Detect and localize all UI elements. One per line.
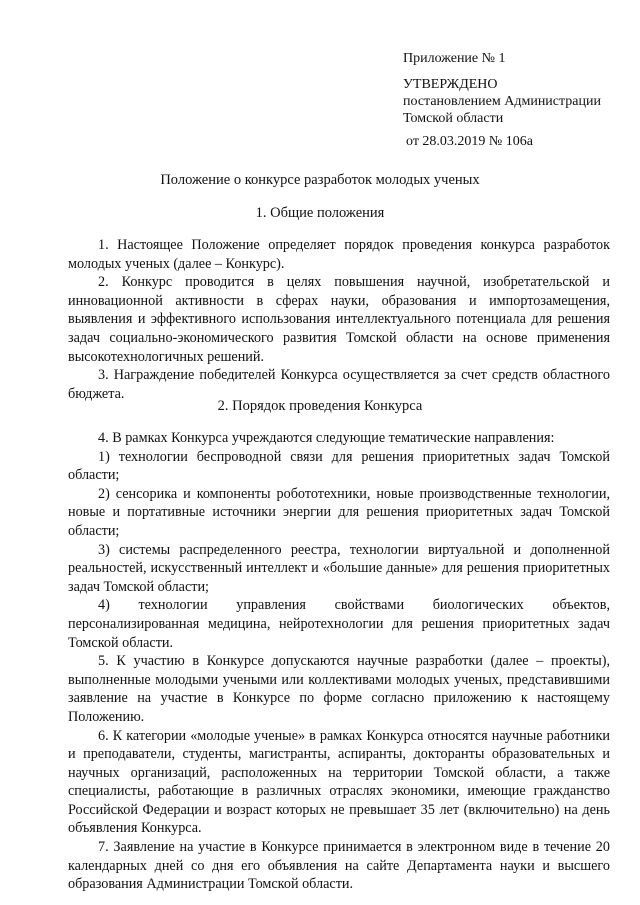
paragraph: 6. К категории «молодые ученые» в рамках Конкурса относятся научные работники и преподаватели, студенты, магистранты, аспиранты, докторанты образовательных и научных организаций, расположенных на территории Томской области, а также специалисты, работающие в различных отраслях экономики, имеющие гражданство Российской Федерации и возраст которых не превышает 35 лет (включительно) на день объявления Конкурса. xyxy=(68,727,610,837)
section-2-heading: 2. Порядок проведения Конкурса xyxy=(217,398,423,414)
paragraph: 1) технологии беспроводной связи для решения приоритетных задач Томской области; xyxy=(68,448,610,484)
resolution-date: от 28.03.2019 № 106а xyxy=(406,134,534,149)
paragraph: 2) сенсорика и компоненты робототехники, новые производственные технологии, новые и портативные источники энергии для решения приоритетных задач Томской области; xyxy=(68,485,610,539)
paragraph: 4. В рамках Конкурса учреждаются следующие тематические направления: xyxy=(98,430,555,446)
paragraph: 2. Конкурс проводится в целях повышения научной, изобретательской и инновационной активности в сферах науки, образования и импортозамещения, выявления и эффективного использования интеллектуального потенциала для решения задач социально-экономического развития Томской области на основе применения высокотехнологичных решений. xyxy=(68,274,610,365)
resolution-line-2: Томской области xyxy=(403,111,504,126)
paragraph: 4) технологии управления свойствами биологических объектов, персонализированная медицина, нейротехнологии для решения приоритетных задач Томской области. xyxy=(68,597,610,651)
section-1-heading: 1. Общие положения xyxy=(255,205,385,221)
paragraph: 3) системы распределенного реестра, технологии виртуальной и дополненной реальностей, искусственный интеллект и «большие данные» для решения приоритетных задач Томской области; xyxy=(68,541,610,595)
section-1-body xyxy=(68,236,610,403)
resolution-line-1: постановлением Администрации xyxy=(403,94,601,109)
paragraph: 5. К участию в Конкурсе допускаются научные разработки (далее – проекты), выполненные молодыми учеными или коллективами молодых ученых, представившими заявление на участие в Конкурсе по форме согласно приложению к настоящему Положению. xyxy=(68,653,610,725)
appendix-label: Приложение № 1 xyxy=(403,51,506,66)
paragraph: 3. Награждение победителей Конкурса осуществляется за счет средств областного бюджета. xyxy=(68,367,610,402)
section-2-body xyxy=(68,429,610,894)
document-title: Положение о конкурсе разработок молодых ученых xyxy=(160,172,480,188)
paragraph: 1. Настоящее Положение определяет порядок проведения конкурса разработок молодых ученых (далее – Конкурс). xyxy=(68,237,610,272)
approval-block xyxy=(403,50,601,150)
approved-label: УТВЕРЖДЕНО xyxy=(403,77,498,92)
paragraph: 7. Заявление на участие в Конкурсе принимается в электронном виде в течение 20 календарных дней со дня его объявления на сайте Департамента науки и высшего образования Администрации Томской области. xyxy=(68,839,610,893)
